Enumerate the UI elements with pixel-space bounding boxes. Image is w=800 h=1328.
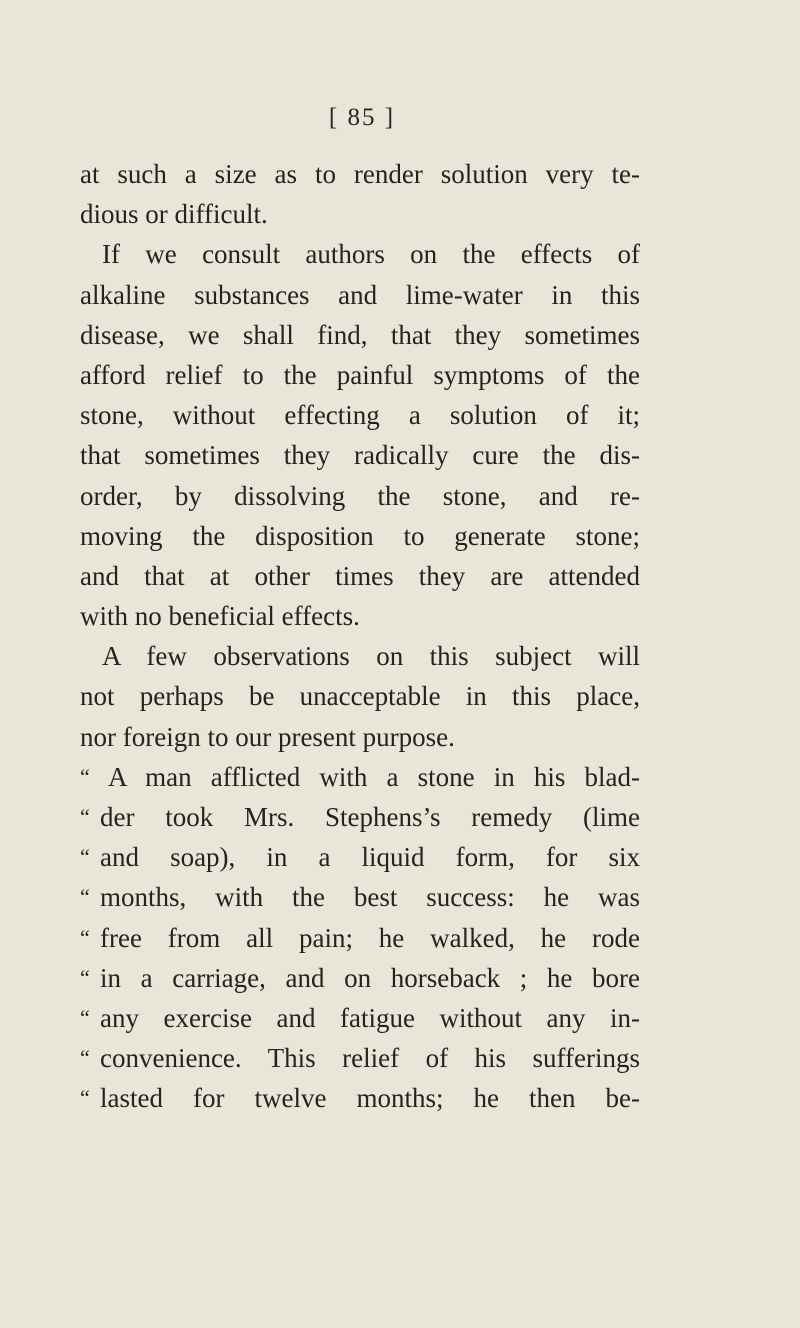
line-text: free from all pain; he walked, he rode (100, 922, 640, 953)
text-line (80, 918, 640, 958)
quote-mark: “ (80, 763, 90, 789)
text-line (80, 877, 640, 917)
quote-mark: “ (80, 964, 90, 990)
quote-mark: “ (80, 844, 90, 870)
quote-mark: “ (80, 804, 90, 829)
line-text: any exercise and fatigue without any in- (100, 1002, 640, 1033)
line-text: A man afflicted with a stone in his blad- (108, 761, 640, 792)
text-line: moving the disposition to generate stone; (80, 520, 640, 551)
text-line: A few observations on this subject will (102, 641, 640, 672)
text-line: not perhaps be unacceptable in this place, (80, 681, 640, 712)
quote-mark: “ (80, 924, 90, 950)
text-line: If we consult authors on the effects of (102, 239, 640, 270)
text-line: afford relief to the painful symptoms of the (80, 359, 640, 390)
quote-mark: “ (80, 1045, 90, 1071)
page-number: [ 85 ] (328, 104, 396, 131)
text-line (80, 797, 640, 837)
paragraph (80, 757, 640, 1119)
line-text: lasted for twelve months; he then be- (100, 1083, 640, 1114)
text-line: disease, we shall find, that they sometimes (80, 319, 640, 350)
paragraph (80, 234, 640, 636)
line-text: convenience. This relief of his sufferings (100, 1043, 640, 1074)
text-line: with no beneficial effects. (80, 601, 360, 632)
text-line: order, by dissolving the stone, and re- (80, 480, 640, 511)
paragraph (80, 636, 640, 757)
text-line: stone, without effecting a solution of it; (80, 400, 640, 431)
text-line (80, 998, 640, 1038)
paragraph (80, 154, 640, 234)
text-line: alkaline substances and lime-water in this (80, 279, 640, 310)
line-text: months, with the best success: he was (100, 882, 640, 913)
quote-mark: “ (80, 1004, 90, 1030)
text-line (80, 958, 640, 998)
line-text: in a carriage, and on horseback ; he bore (100, 962, 640, 993)
line-text: and soap), in a liquid form, for six (100, 842, 640, 873)
text-line (80, 837, 640, 877)
text-line (80, 1078, 640, 1118)
text-line: and that at other times they are attended (80, 560, 640, 591)
line-text: der took Mrs. Stephens’s remedy (lime (100, 802, 640, 832)
body-text (80, 154, 640, 1119)
text-line: nor foreign to our present purpose. (80, 721, 455, 752)
text-line: dious or difficult. (80, 199, 268, 230)
quote-mark: “ (80, 1085, 90, 1111)
text-line (80, 757, 640, 797)
quote-mark: “ (80, 884, 90, 910)
text-line (80, 1038, 640, 1078)
text-line: at such a size as to render solution very te- (80, 159, 640, 189)
text-line: that sometimes they radically cure the dis- (80, 440, 640, 471)
